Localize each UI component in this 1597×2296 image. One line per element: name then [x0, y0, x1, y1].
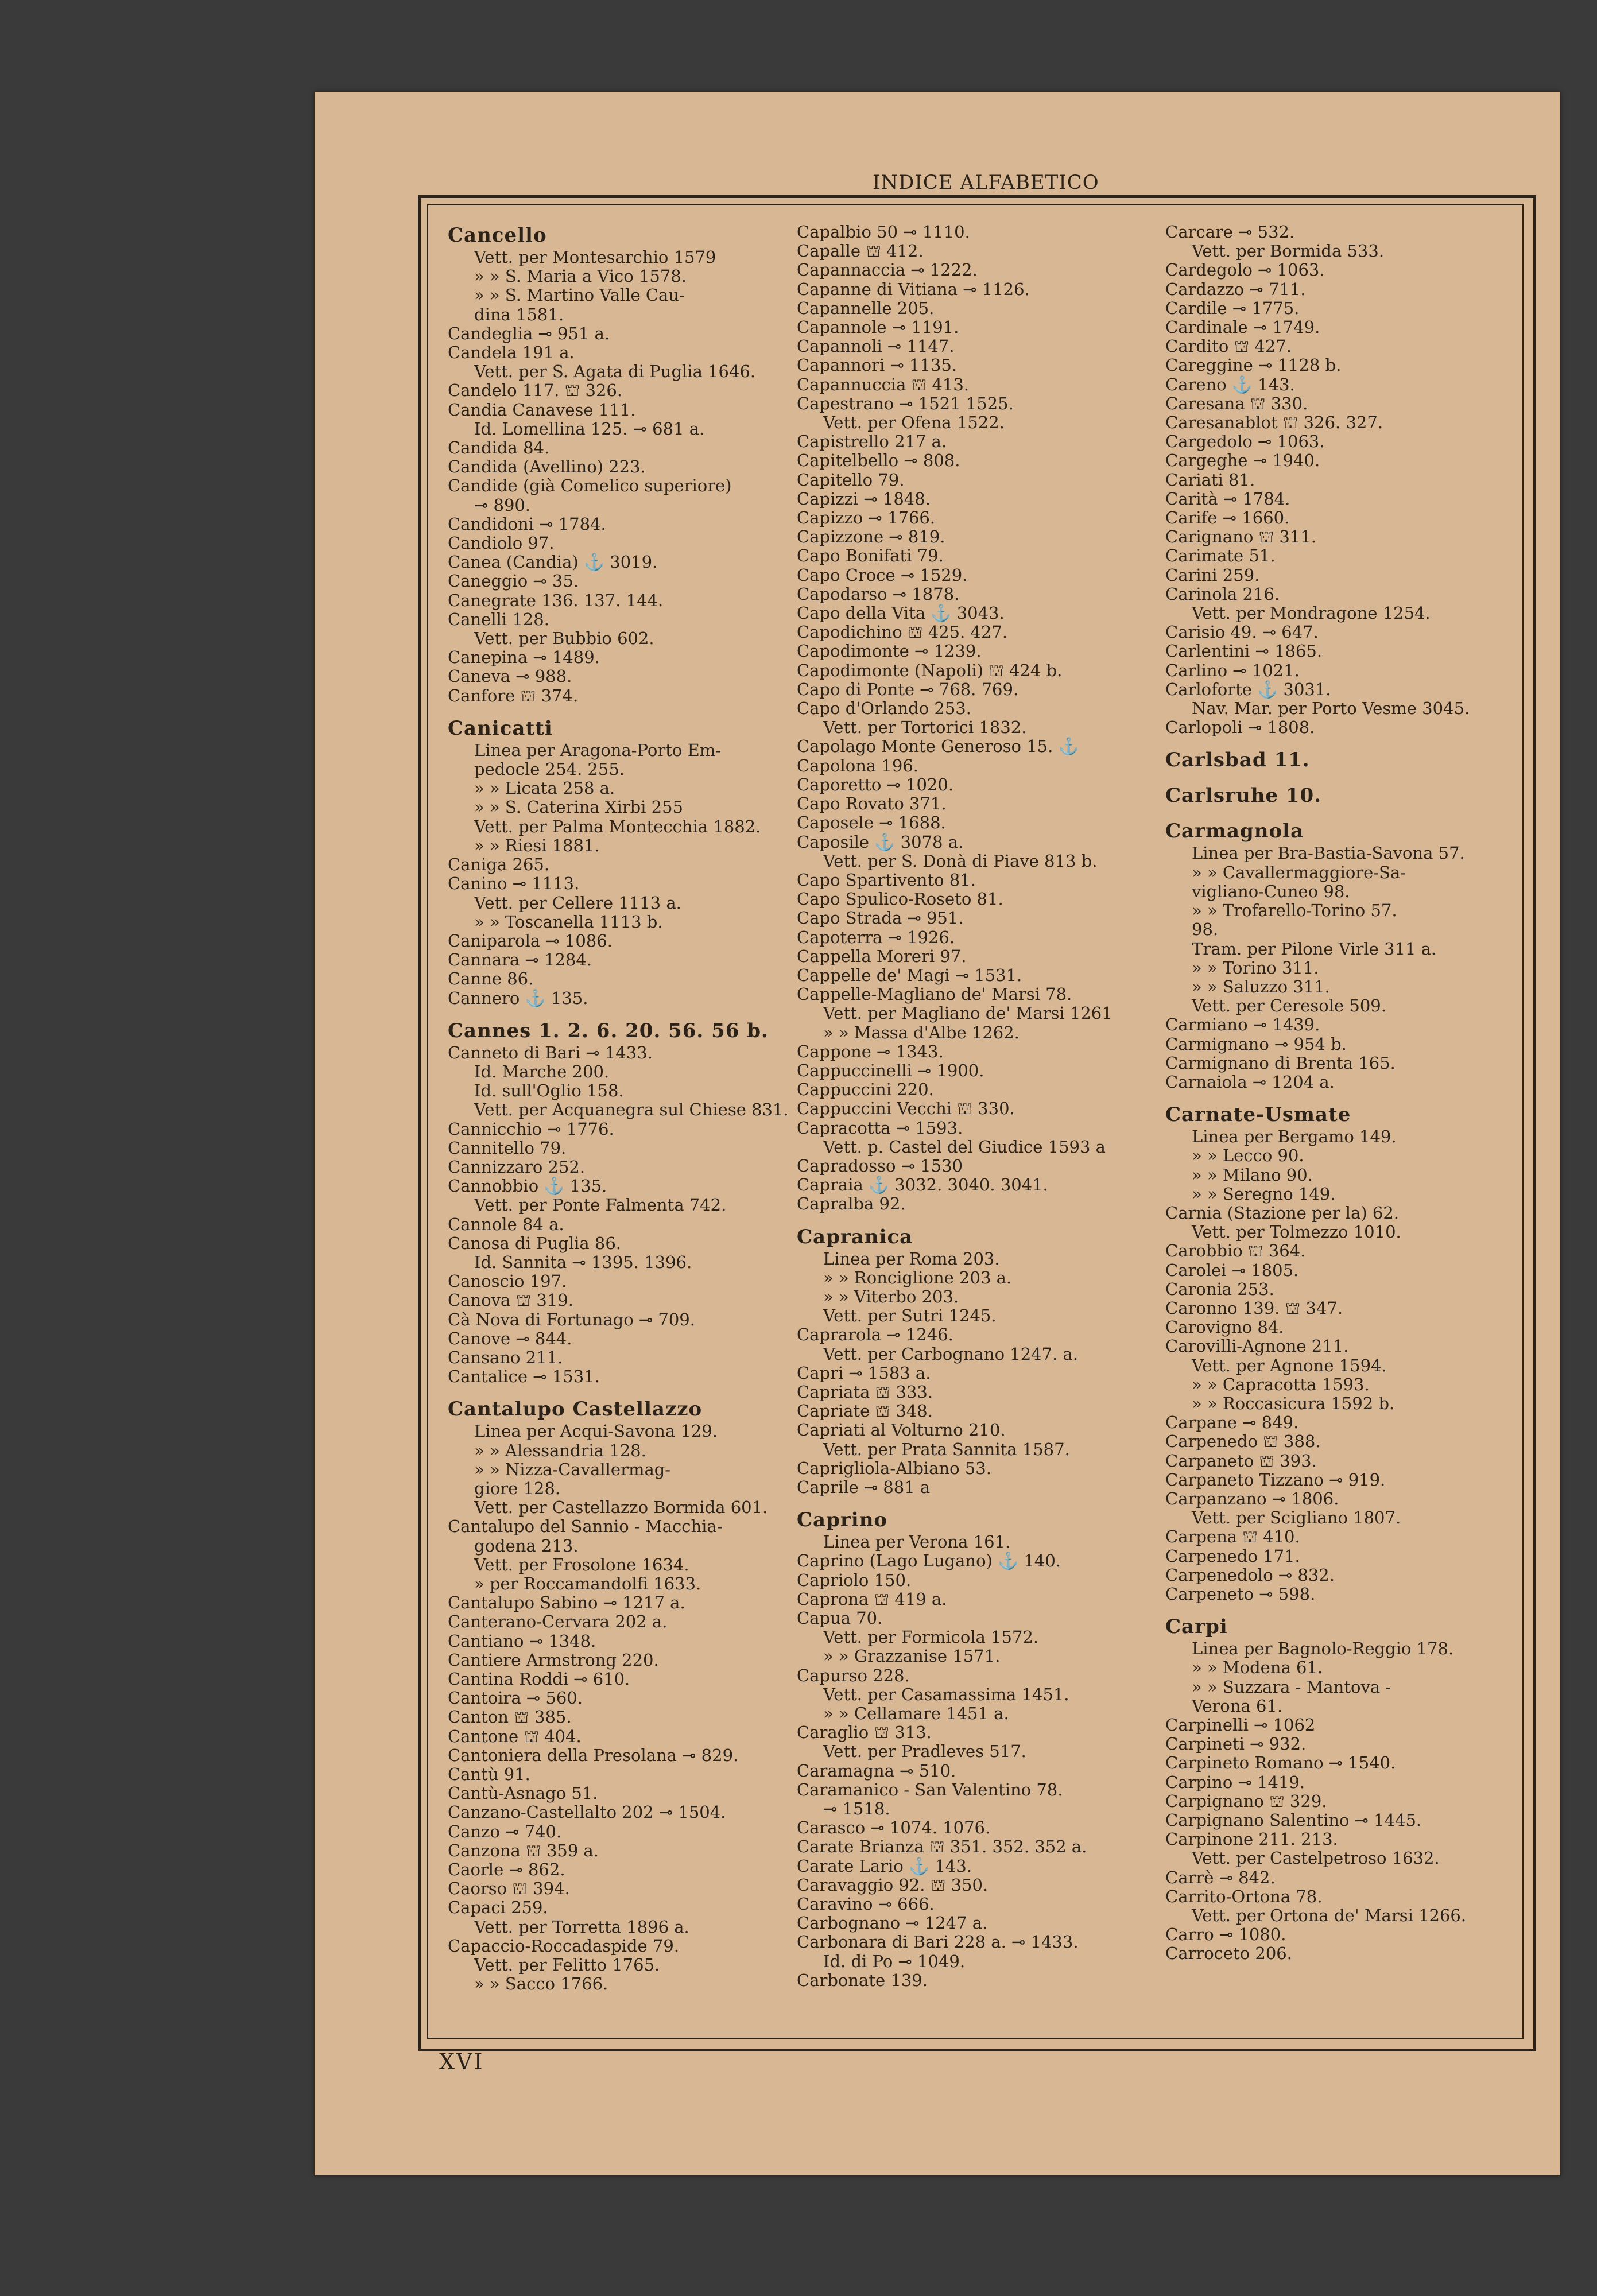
index-entry: Canosa di Puglia 86.	[448, 1233, 621, 1253]
index-entry: Linea per Verona 161.	[823, 1532, 1011, 1552]
index-entry: » » Seregno 149.	[1192, 1184, 1336, 1204]
index-entry: » » Lecco 90.	[1192, 1146, 1304, 1166]
index-entry: Caprile ⊸ 881 a	[797, 1477, 931, 1497]
index-entry: Carobbio ⛫ 364.	[1165, 1241, 1306, 1261]
index-entry: Carpignano ⛫ 329.	[1165, 1791, 1327, 1811]
index-entry: Canzano-Castellalto 202 ⊸ 1504.	[448, 1802, 726, 1822]
index-entry: Carrito-Ortona 78.	[1165, 1886, 1323, 1906]
index-entry: Capo della Vita ⚓ 3043.	[797, 603, 1005, 623]
index-entry: Vett. per Agnone 1594.	[1192, 1355, 1387, 1375]
index-entry: Cannobbio ⚓ 135.	[448, 1176, 607, 1196]
index-entry: Linea per Bagnolo-Reggio 178.	[1192, 1639, 1454, 1659]
index-entry: Caronia 253.	[1165, 1279, 1274, 1299]
index-entry: Carbognano ⊸ 1247 a.	[797, 1913, 988, 1933]
index-entry: Caneva ⊸ 988.	[448, 666, 572, 687]
index-entry: Carate Lario ⚓ 143.	[797, 1856, 972, 1876]
index-entry: » » Modena 61.	[1192, 1658, 1323, 1678]
index-entry: Caposile ⚓ 3078 a.	[797, 832, 964, 852]
index-entry: Vett. per S. Agata di Puglia 1646.	[474, 362, 756, 382]
index-entry: Capo Rovato 371.	[797, 794, 947, 814]
index-entry: Cariati 81.	[1165, 470, 1255, 490]
index-entry: Canzona ⛫ 359 a.	[448, 1840, 599, 1860]
index-entry: Capodimonte ⊸ 1239.	[797, 641, 982, 661]
index-entry: Canove ⊸ 844.	[448, 1328, 572, 1348]
index-entry: Caprino (Lago Lugano) ⚓ 140.	[797, 1551, 1061, 1571]
index-entry: Carpinelli ⊸ 1062	[1165, 1715, 1316, 1735]
index-entry: Capriate ⛫ 348.	[797, 1401, 933, 1421]
index-entry: Canepina ⊸ 1489.	[448, 647, 600, 668]
index-entry: Linea per Roma 203.	[823, 1248, 1000, 1269]
index-entry: Cannitello 79.	[448, 1138, 567, 1158]
index-heading: Cancello	[448, 224, 547, 247]
index-entry: Vett. per Mondragone 1254.	[1192, 603, 1431, 623]
index-entry: Capannaccia ⊸ 1222.	[797, 260, 978, 280]
index-entry: Vett. per Montesarchio 1579	[474, 247, 716, 267]
index-entry: Cargedolo ⊸ 1063.	[1165, 432, 1325, 452]
index-entry: Carbonate 139.	[797, 1970, 928, 1990]
page-number: XVI	[439, 2049, 484, 2074]
index-entry: Carmignano di Brenta 165.	[1165, 1053, 1396, 1073]
index-entry: » » Trofarello-Torino 57.	[1192, 901, 1397, 921]
index-entry: Vett. per Formicola 1572.	[823, 1627, 1039, 1647]
index-entry: » » Grazzanise 1571.	[823, 1646, 1001, 1666]
index-entry: Carpenedo ⛫ 388.	[1165, 1432, 1321, 1452]
index-entry: Canfore ⛫ 374.	[448, 685, 579, 705]
index-entry: Vett. per Castellazzo Bormida 601.	[474, 1498, 768, 1518]
index-entry: Canova ⛫ 319.	[448, 1290, 573, 1310]
index-entry: Capoterra ⊸ 1926.	[797, 927, 955, 947]
index-entry: Carpineto Romano ⊸ 1540.	[1165, 1753, 1396, 1773]
index-entry: » per Roccamandolfi 1633.	[474, 1574, 701, 1593]
index-entry: Cappone ⊸ 1343.	[797, 1041, 944, 1061]
index-entry: Capo Croce ⊸ 1529.	[797, 565, 968, 585]
index-entry: Capannelle 205.	[797, 298, 935, 318]
index-entry: Capolago Monte Generoso 15. ⚓	[797, 736, 1079, 757]
index-entry: Vett. per Bormida 533.	[1192, 241, 1385, 261]
index-column-2	[797, 223, 1141, 1990]
index-entry: Capizzo ⊸ 1766.	[797, 508, 936, 528]
index-entry: Capo Bonifati 79.	[797, 546, 944, 566]
index-entry: Canelli 128.	[448, 609, 549, 629]
index-entry: Caramagna ⊸ 510.	[797, 1760, 956, 1781]
index-entry: Carate Brianza ⛫ 351. 352. 352 a.	[797, 1837, 1087, 1857]
index-entry: Cantalice ⊸ 1531.	[448, 1367, 600, 1387]
index-entry: Canneto di Bari ⊸ 1433.	[448, 1042, 653, 1062]
index-entry: Vett. per Palma Montecchia 1882.	[474, 816, 761, 836]
index-entry: Candeglia ⊸ 951 a.	[448, 323, 610, 343]
index-entry: Capri ⊸ 1583 a.	[797, 1363, 931, 1383]
index-entry: Carpino ⊸ 1419.	[1165, 1772, 1305, 1792]
index-entry: » » Roccasicura 1592 b.	[1192, 1393, 1395, 1413]
index-entry: Cappelle-Magliano de' Marsi 78.	[797, 984, 1072, 1004]
index-entry: Caprigliola-Albiano 53.	[797, 1458, 991, 1478]
index-entry: Candela 191 a.	[448, 343, 575, 363]
index-heading: Carlsbad 11.	[1165, 748, 1310, 772]
index-entry: Verona 61.	[1192, 1696, 1283, 1716]
index-entry: Cannara ⊸ 1284.	[448, 950, 592, 970]
index-entry: Capriati al Volturno 210.	[797, 1420, 1006, 1440]
index-entry: Capitello 79.	[797, 470, 905, 490]
index-entry: Carini 259.	[1165, 565, 1260, 585]
index-entry: Capralba 92.	[797, 1194, 906, 1214]
index-entry: Capaccio-Roccadaspide 79.	[448, 1936, 680, 1956]
index-entry: Carbonara di Bari 228 a. ⊸ 1433.	[797, 1932, 1079, 1952]
index-entry: Vett. p. Castel del Giudice 1593 a	[823, 1137, 1106, 1157]
index-entry: Carpaneto ⛫ 393.	[1165, 1450, 1317, 1471]
index-entry: Cà Nova di Fortunago ⊸ 709.	[448, 1309, 695, 1329]
index-entry: Tram. per Pilone Virle 311 a.	[1192, 938, 1437, 959]
index-entry: Caneggio ⊸ 35.	[448, 571, 579, 591]
index-entry: Carnia (Stazione per la) 62.	[1165, 1203, 1400, 1223]
index-entry: Canegrate 136. 137. 144.	[448, 590, 664, 610]
index-entry: Candide (già Comelico superiore)	[448, 476, 732, 496]
index-entry: » » S. Maria a Vico 1578.	[474, 266, 687, 286]
index-entry: ⊸ 1518.	[823, 1799, 890, 1819]
index-entry: » » Massa d'Albe 1262.	[823, 1022, 1020, 1042]
index-entry: Cantoniera della Presolana ⊸ 829.	[448, 1745, 739, 1765]
index-entry: Vett. per Felitto 1765.	[474, 1955, 660, 1975]
index-entry: » » S. Martino Valle Cau-	[474, 285, 685, 305]
index-entry: Vett. per Ofena 1522.	[823, 413, 1005, 433]
index-heading: Canicatti	[448, 716, 553, 740]
index-heading: Carpi	[1165, 1615, 1228, 1639]
index-entry: » » Cavallermaggiore-Sa-	[1192, 862, 1406, 882]
index-entry: dina 1581.	[474, 304, 564, 324]
index-entry: Capodarso ⊸ 1878.	[797, 584, 960, 604]
index-entry: » » Licata 258 a.	[474, 778, 615, 798]
index-entry: Carpineti ⊸ 932.	[1165, 1734, 1307, 1754]
index-entry: » » Torino 311.	[1192, 957, 1319, 978]
index-heading: Carmagnola	[1165, 820, 1304, 843]
index-entry: Cappella Moreri 97.	[797, 946, 967, 966]
index-entry: Capitelbello ⊸ 808.	[797, 451, 960, 471]
index-entry: Vett. per S. Donà di Piave 813 b.	[823, 851, 1098, 871]
index-entry: Carlentini ⊸ 1865.	[1165, 641, 1323, 661]
index-heading: Caprino	[797, 1508, 888, 1532]
index-entry: Vett. per Ortona de' Marsi 1266.	[1192, 1906, 1467, 1926]
index-entry: Carità ⊸ 1784.	[1165, 488, 1290, 509]
index-entry: Capannoli ⊸ 1147.	[797, 336, 955, 356]
index-entry: Carmiano ⊸ 1439.	[1165, 1015, 1320, 1035]
index-entry: Canzo ⊸ 740.	[448, 1821, 562, 1841]
index-entry: Carolei ⊸ 1805.	[1165, 1260, 1299, 1280]
index-entry: Id. di Po ⊸ 1049.	[823, 1951, 966, 1971]
index-entry: Caorso ⛫ 394.	[448, 1879, 570, 1899]
index-entry: Cantalupo Sabino ⊸ 1217 a.	[448, 1593, 685, 1613]
index-entry: Caresanablot ⛫ 326. 327.	[1165, 413, 1383, 433]
index-entry: Caresana ⛫ 330.	[1165, 393, 1308, 413]
index-entry: Candiolo 97.	[448, 533, 555, 553]
index-entry: Carloforte ⚓ 3031.	[1165, 679, 1331, 699]
index-entry: Vett. per Cellere 1113 a.	[474, 893, 681, 913]
index-entry: Cannizzaro 252.	[448, 1157, 586, 1177]
index-entry: 98.	[1192, 920, 1219, 940]
index-entry: pedocle 254. 255.	[474, 759, 625, 779]
index-entry: Cappuccini 220.	[797, 1080, 934, 1100]
index-entry: Capestrano ⊸ 1521 1525.	[797, 393, 1014, 413]
index-entry: Caporetto ⊸ 1020.	[797, 774, 954, 794]
index-entry: Cappelle de' Magi ⊸ 1531.	[797, 965, 1022, 985]
index-entry: Id. Marche 200.	[474, 1061, 610, 1081]
index-entry: Carroceto 206.	[1165, 1944, 1292, 1964]
index-entry: Cansano 211.	[448, 1347, 563, 1367]
index-entry: Cargeghe ⊸ 1940.	[1165, 451, 1320, 471]
index-entry: Capolona 196.	[797, 755, 918, 775]
index-entry: Carlino ⊸ 1021.	[1165, 660, 1300, 680]
index-entry: Carpaneto Tizzano ⊸ 919.	[1165, 1469, 1386, 1490]
index-entry: Capo Spulico-Roseto 81.	[797, 889, 1003, 909]
index-entry: Vett. per Casamassima 1451.	[823, 1684, 1069, 1704]
index-entry: Vett. per Carbognano 1247. a.	[823, 1344, 1078, 1364]
index-entry: Carpane ⊸ 849.	[1165, 1413, 1299, 1433]
index-entry: Vett. per Torretta 1896 a.	[474, 1917, 689, 1937]
index-entry: Cardito ⛫ 427.	[1165, 336, 1292, 356]
index-entry: Vett. per Ponte Falmenta 742.	[474, 1195, 727, 1215]
index-entry: Carpignano Salentino ⊸ 1445.	[1165, 1810, 1422, 1830]
index-heading: Carnate-Usmate	[1165, 1103, 1351, 1127]
index-entry: Cantina Roddi ⊸ 610.	[448, 1669, 630, 1689]
index-entry: Carlopoli ⊸ 1808.	[1165, 718, 1315, 738]
index-entry: Cappuccini Vecchi ⛫ 330.	[797, 1099, 1015, 1119]
index-entry: Canton ⛫ 385.	[448, 1707, 572, 1727]
index-entry: giore 128.	[474, 1478, 561, 1498]
index-entry: Caramanico - San Valentino 78.	[797, 1779, 1063, 1799]
index-entry: Carpenedolo ⊸ 832.	[1165, 1565, 1335, 1585]
index-entry: Carmignano ⊸ 954 b.	[1165, 1034, 1347, 1054]
index-entry: Caravino ⊸ 666.	[797, 1894, 935, 1914]
index-entry: Vett. per Scigliano 1807.	[1192, 1508, 1401, 1528]
index-entry: Capalbio 50 ⊸ 1110.	[797, 223, 970, 242]
index-entry: Cannero ⚓ 135.	[448, 988, 588, 1008]
index-heading: Capranica	[797, 1225, 913, 1248]
index-entry: Vett. per Castelpetroso 1632.	[1192, 1848, 1440, 1868]
index-entry: Carcare ⊸ 532.	[1165, 223, 1295, 242]
index-entry: » » S. Caterina Xirbi 255	[474, 797, 684, 817]
index-entry: Candia Canavese 111.	[448, 400, 636, 420]
index-entry: Vett. per Frosolone 1634.	[474, 1554, 689, 1574]
index-column-3	[1165, 223, 1510, 1964]
index-entry: » » Toscanella 1113 b.	[474, 912, 663, 932]
index-entry: Capo di Ponte ⊸ 768. 769.	[797, 679, 1019, 699]
index-entry: » » Ronciglione 203 a.	[823, 1267, 1012, 1287]
index-entry: Carnaiola ⊸ 1204 a.	[1165, 1072, 1335, 1092]
index-entry: Cantoira ⊸ 560.	[448, 1688, 583, 1708]
index-entry: Capriata ⛫ 333.	[797, 1382, 933, 1402]
index-entry: Caraglio ⛫ 313.	[797, 1723, 932, 1743]
index-entry: Linea per Bra-Bastia-Savona 57.	[1192, 843, 1465, 863]
index-entry: Vett. per Acquanegra sul Chiese 831.	[474, 1100, 789, 1120]
index-entry: Careggine ⊸ 1128 b.	[1165, 355, 1342, 375]
index-entry: Carpena ⛫ 410.	[1165, 1527, 1300, 1547]
index-entry: Nav. Mar. per Porto Vesme 3045.	[1192, 699, 1470, 719]
index-entry: Candidoni ⊸ 1784.	[448, 514, 606, 534]
index-entry: Cannicchio ⊸ 1776.	[448, 1119, 614, 1139]
index-entry: Carpenedo 171.	[1165, 1546, 1300, 1566]
index-entry: Capanne di Vitiana ⊸ 1126.	[797, 279, 1030, 299]
index-entry: Vett. per Bubbio 602.	[474, 629, 654, 649]
index-entry: Candida (Avellino) 223.	[448, 457, 646, 477]
index-entry: vigliano-Cuneo 98.	[1192, 881, 1350, 901]
index-entry: Carignano ⛫ 311.	[1165, 527, 1316, 547]
index-entry: » » Nizza-Cavallermag-	[474, 1459, 671, 1479]
index-heading: Carlsruhe 10.	[1165, 784, 1322, 808]
index-entry: Canino ⊸ 1113.	[448, 874, 580, 894]
index-entry: Cantone ⛫ 404.	[448, 1726, 582, 1746]
index-entry: » » Suzzara - Mantova -	[1192, 1677, 1391, 1697]
index-entry: Capua 70.	[797, 1608, 883, 1628]
index-entry: Careno ⚓ 143.	[1165, 374, 1295, 394]
index-entry: Capo Spartivento 81.	[797, 870, 976, 890]
index-entry: Caorle ⊸ 862.	[448, 1860, 565, 1880]
index-entry: » » Viterbo 203.	[823, 1286, 959, 1306]
index-entry: » » Riesi 1881.	[474, 835, 600, 855]
index-entry: » » Alessandria 128.	[474, 1440, 646, 1460]
index-entry: Linea per Bergamo 149.	[1192, 1127, 1397, 1147]
index-entry: Cantù-Asnago 51.	[448, 1783, 598, 1804]
page-header: INDICE ALFABETICO	[873, 171, 1099, 194]
index-entry: » » Saluzzo 311.	[1192, 976, 1330, 996]
index-entry: Capurso 228.	[797, 1665, 910, 1685]
index-entry: Capizzone ⊸ 819.	[797, 527, 945, 547]
index-entry: Cardile ⊸ 1775.	[1165, 298, 1300, 318]
index-entry: Cantiere Armstrong 220.	[448, 1650, 659, 1670]
index-entry: Capaci 259.	[448, 1898, 548, 1918]
index-entry: Capriolo 150.	[797, 1570, 912, 1590]
index-entry: Capistrello 217 a.	[797, 432, 947, 452]
index-entry: Carife ⊸ 1660.	[1165, 508, 1290, 528]
index-entry: ⊸ 890.	[474, 495, 531, 515]
index-entry: Caravaggio 92. ⛫ 350.	[797, 1875, 989, 1895]
index-entry: Linea per Acqui-Savona 129.	[474, 1421, 718, 1441]
index-entry: » » Sacco 1766.	[474, 1974, 608, 1994]
index-entry: Cardazzo ⊸ 711.	[1165, 279, 1306, 299]
index-entry: Capo d'Orlando 253.	[797, 699, 971, 719]
index-entry: Vett. per Tolmezzo 1010.	[1192, 1222, 1401, 1242]
index-entry: Capizzi ⊸ 1848.	[797, 488, 931, 509]
index-entry: Id. sull'Oglio 158.	[474, 1081, 624, 1101]
index-entry: » » Capracotta 1593.	[1192, 1374, 1370, 1394]
index-entry: Carinola 216.	[1165, 584, 1280, 604]
index-entry: Vett. per Tortorici 1832.	[823, 718, 1027, 738]
index-entry: Caprona ⛫ 419 a.	[797, 1589, 947, 1609]
index-entry: Capodichino ⛫ 425. 427.	[797, 622, 1008, 642]
index-entry: Cardinale ⊸ 1749.	[1165, 317, 1320, 338]
index-entry: Cannole 84 a.	[448, 1214, 564, 1234]
index-entry: Canoscio 197.	[448, 1271, 567, 1292]
index-entry: Capodimonte (Napoli) ⛫ 424 b.	[797, 660, 1063, 680]
index-entry: Canne 86.	[448, 969, 534, 989]
index-entry: Capraia ⚓ 3032. 3040. 3041.	[797, 1175, 1048, 1195]
index-entry: Linea per Aragona-Porto Em-	[474, 740, 722, 760]
index-heading: Cantalupo Castellazzo	[448, 1398, 703, 1421]
index-entry: Capannori ⊸ 1135.	[797, 355, 958, 375]
index-entry: Vett. per Ceresole 509.	[1192, 996, 1386, 1016]
index-entry: Canterano-Cervara 202 a.	[448, 1612, 668, 1632]
index-entry: Vett. per Pradleves 517.	[823, 1742, 1026, 1762]
index-entry: Caniparola ⊸ 1086.	[448, 930, 613, 951]
index-entry: Cappuccinelli ⊸ 1900.	[797, 1060, 984, 1080]
index-entry: Caniga 265.	[448, 855, 550, 875]
index-entry: Canea (Candia) ⚓ 3019.	[448, 552, 658, 572]
index-entry: Carisio 49. ⊸ 647.	[1165, 622, 1319, 642]
index-entry: Vett. per Sutri 1245.	[823, 1306, 997, 1326]
index-column-1	[448, 223, 792, 1994]
index-entry: Cantiano ⊸ 1348.	[448, 1631, 596, 1651]
index-entry: » » Cellamare 1451 a.	[823, 1704, 1009, 1724]
index-entry: Caprarola ⊸ 1246.	[797, 1325, 953, 1345]
index-entry: Carimate 51.	[1165, 546, 1276, 566]
index-entry: Capo Strada ⊸ 951.	[797, 908, 964, 928]
index-entry: Candida 84.	[448, 438, 550, 458]
index-entry: Carrè ⊸ 842.	[1165, 1867, 1276, 1887]
index-entry: Carasco ⊸ 1074. 1076.	[797, 1818, 991, 1838]
index-entry: Capannuccia ⛫ 413.	[797, 374, 970, 394]
index-entry: Carpeneto ⊸ 598.	[1165, 1584, 1316, 1604]
index-entry: Capracotta ⊸ 1593.	[797, 1118, 963, 1138]
index-entry: Cardegolo ⊸ 1063.	[1165, 260, 1325, 280]
index-entry: Vett. per Prata Sannita 1587.	[823, 1439, 1070, 1459]
index-entry: Caposele ⊸ 1688.	[797, 813, 946, 833]
index-entry: Vett. per Magliano de' Marsi 1261	[823, 1003, 1113, 1023]
index-entry: Id. Sannita ⊸ 1395. 1396.	[474, 1252, 692, 1272]
index-entry: » » Milano 90.	[1192, 1165, 1313, 1185]
index-entry: Candelo 117. ⛫ 326.	[448, 381, 623, 401]
index-entry: Carpanzano ⊸ 1806.	[1165, 1488, 1339, 1508]
index-entry: Carpinone 211. 213.	[1165, 1829, 1338, 1849]
index-entry: Cantù 91.	[448, 1764, 530, 1785]
index-entry: Carovilli-Agnone 211.	[1165, 1336, 1349, 1356]
index-entry: Capannole ⊸ 1191.	[797, 317, 959, 338]
index-entry: godena 213.	[474, 1535, 579, 1556]
index-entry: Capradosso ⊸ 1530	[797, 1155, 963, 1176]
index-entry: Id. Lomellina 125. ⊸ 681 a.	[474, 418, 705, 439]
index-entry: Carro ⊸ 1080.	[1165, 1925, 1286, 1945]
index-entry: Caronno 139. ⛫ 347.	[1165, 1298, 1343, 1318]
index-entry: Carovigno 84.	[1165, 1317, 1284, 1337]
index-entry: Cantalupo del Sannio - Macchia-	[448, 1517, 723, 1537]
index-heading: Cannes 1. 2. 6. 20. 56. 56 b.	[448, 1019, 769, 1042]
index-entry: Capalle ⛫ 412.	[797, 241, 924, 261]
